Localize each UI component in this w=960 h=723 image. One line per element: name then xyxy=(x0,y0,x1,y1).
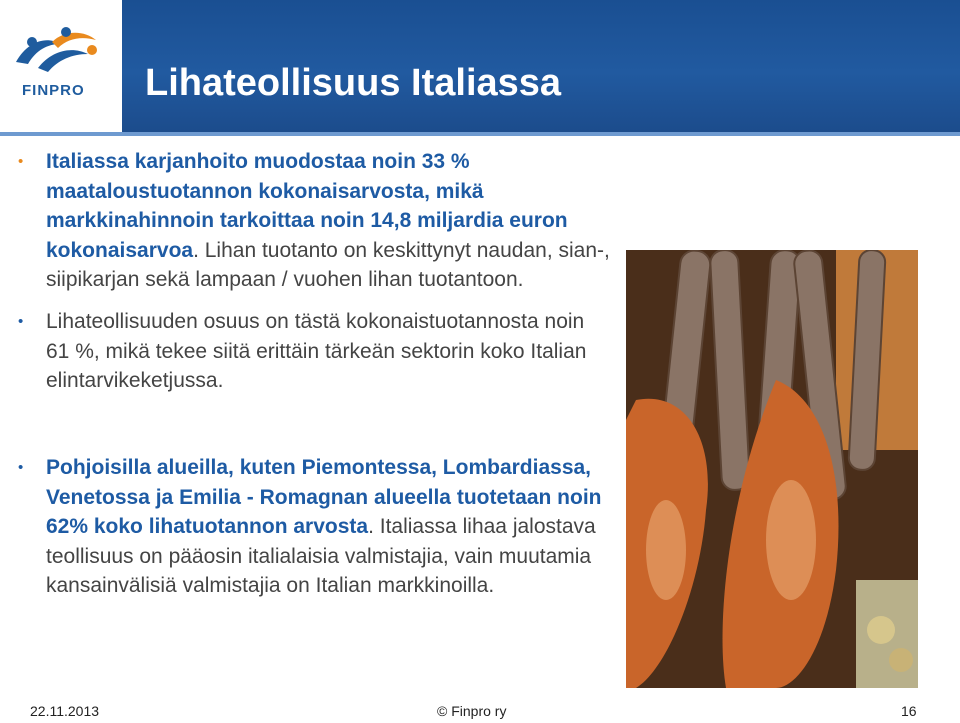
bullet-1-bold-text: Italiassa karjanhoito muodostaa noin 33 % maataloustuotannon kokonaisarvosta, mikä markkinahinnoin tarkoittaa noin 14,8 miljardia euron kokonaisarvoa xyxy=(46,150,568,262)
footer-copyright: © Finpro ry xyxy=(437,703,507,719)
bullet-3-marker: • xyxy=(18,459,24,476)
footer-page-number: 16 xyxy=(901,703,917,719)
bullet-2-text: Lihateollisuuden osuus on tästä kokonaistuotannosta noin 61 %, mikä tekee siitä erittäin tärkeän sektorin koko Italian elintarvikeketjussa. xyxy=(46,310,587,392)
cured-meats-image xyxy=(626,250,918,688)
bullet-2 xyxy=(18,307,596,396)
bullet-3-bold-text: Pohjoisilla alueilla, kuten Piemontessa, Lombardiassa, Venetossa ja Emilia - Romagnan alueella tuotetaan noin 62% koko lihatuotannon arvosta xyxy=(46,456,602,538)
logo-text: FINPRO xyxy=(22,82,85,99)
slide-title: Lihateollisuus Italiassa xyxy=(145,62,562,104)
bullet-1-marker: • xyxy=(18,153,24,170)
slide-header xyxy=(0,0,960,132)
bullet-1 xyxy=(18,147,626,295)
ham-salami-photo xyxy=(626,250,918,688)
bullet-2-marker: • xyxy=(18,313,24,330)
bullet-3 xyxy=(18,453,616,601)
bullet-1-text: . Lihan tuotanto on keskittynyt naudan, sian-, siipikarjan sekä lampaan / vuohen lihan tuotantoon. xyxy=(46,238,610,291)
header-divider xyxy=(0,132,960,136)
footer-date: 22.11.2013 xyxy=(30,703,100,719)
bullet-3-text: . Italiassa lihaa jalostava teollisuus on pääosin italialaisia valmistajia, vain muutamia kansainvälisiä valmistajia on Italian markkinoilla. xyxy=(46,515,596,597)
finpro-logo-icon xyxy=(8,22,108,82)
finpro-logo xyxy=(0,0,122,132)
